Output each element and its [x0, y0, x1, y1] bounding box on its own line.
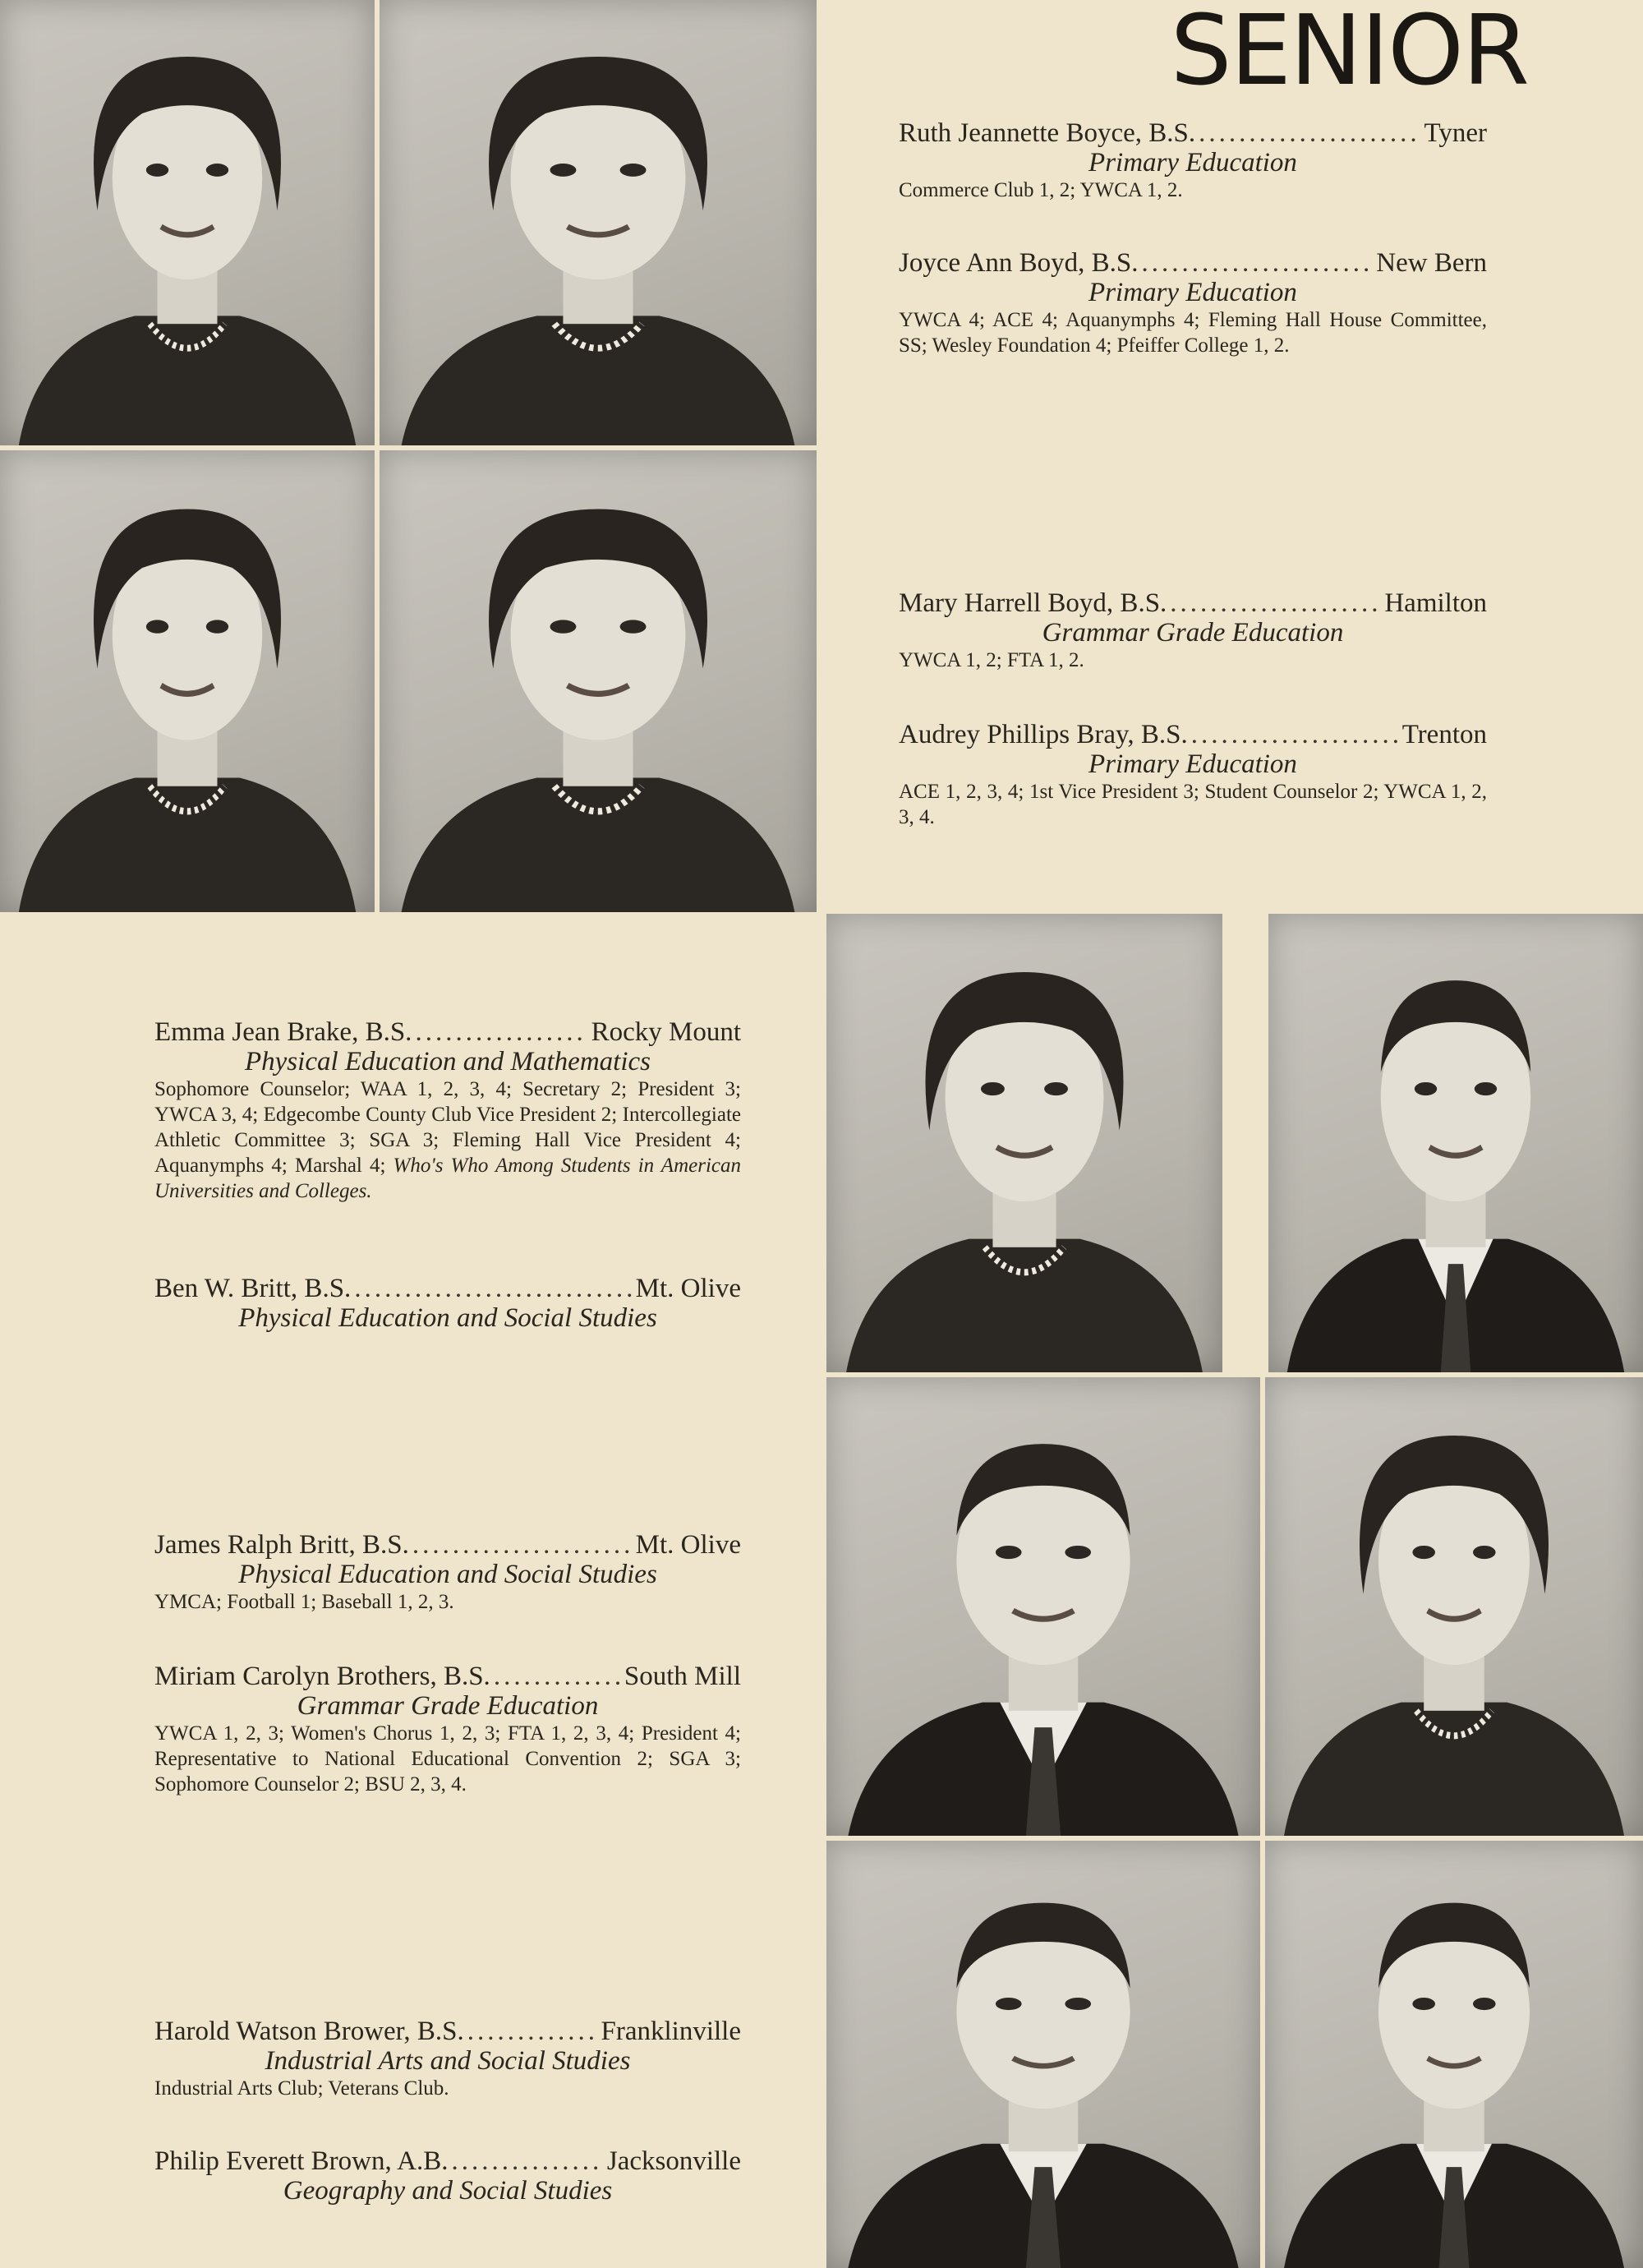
senior-activities: YWCA 1, 2; FTA 1, 2.	[899, 649, 1084, 671]
hometown: Hamilton	[1384, 588, 1487, 618]
eye	[1412, 1546, 1435, 1559]
senior-major: Grammar Grade Education	[1042, 618, 1344, 648]
honors-text: Who's Who Among Students in American Universities and Colleges.	[154, 1155, 741, 1202]
eye	[996, 1998, 1022, 2010]
eye	[981, 1082, 1005, 1095]
eye	[1415, 1082, 1437, 1095]
eye	[1473, 1546, 1496, 1559]
senior-major: Grammar Grade Education	[297, 1691, 599, 1721]
senior-major: Physical Education and Social Studies	[238, 1303, 657, 1333]
senior-major: Industrial Arts and Social Studies	[265, 2046, 631, 2076]
leader-dots	[415, 1017, 587, 1047]
portrait-silhouette	[826, 1841, 1260, 2268]
senior-name: Audrey Phillips Bray, B.S.	[899, 720, 1188, 749]
portrait-photo-james-britt	[826, 1377, 1260, 1836]
hometown: Mt. Olive	[635, 1274, 741, 1303]
senior-entry	[154, 1017, 741, 1204]
hometown: Tyner	[1424, 118, 1487, 148]
hometown: Jacksonville	[606, 2146, 741, 2176]
portrait-photo-joyce-boyd	[380, 0, 817, 445]
leader-dots	[1170, 588, 1381, 618]
shoulders	[846, 1239, 1203, 1372]
senior-name: Ruth Jeannette Boyce, B.S.	[899, 118, 1196, 148]
senior-entry	[154, 2146, 741, 2206]
senior-major: Geography and Social Studies	[283, 2176, 613, 2206]
portrait-photo-miriam-brothers	[1265, 1377, 1643, 1836]
senior-major: Primary Education	[1088, 278, 1297, 307]
senior-major: Physical Education and Social Studies	[238, 1560, 657, 1589]
portrait-silhouette	[0, 450, 375, 912]
leader-dots	[1191, 720, 1399, 749]
eye	[620, 620, 647, 633]
shoulders	[402, 778, 795, 912]
leader-dots	[354, 1274, 632, 1303]
leader-dots	[452, 2146, 604, 2176]
hometown: Mt. Olive	[635, 1530, 741, 1560]
eye	[550, 620, 576, 633]
eye	[1065, 1998, 1091, 2010]
senior-name: Ben W. Britt, B.S.	[154, 1274, 352, 1303]
senior-activities: Industrial Arts Club; Veterans Club.	[154, 2077, 449, 2100]
eye	[1473, 1998, 1496, 2010]
senior-major: Primary Education	[1088, 148, 1297, 177]
hometown: New Bern	[1376, 248, 1487, 278]
eye	[146, 620, 168, 633]
eye	[206, 620, 228, 633]
senior-entry	[899, 720, 1487, 830]
senior-name: Joyce Ann Boyd, B.S.	[899, 248, 1139, 278]
senior-entry	[154, 1530, 741, 1615]
senior-activities: YMCA; Football 1; Baseball 1, 2, 3.	[154, 1591, 454, 1613]
shoulders	[19, 316, 356, 445]
portrait-silhouette	[380, 0, 817, 445]
eye	[996, 1546, 1022, 1559]
page-heading: SENIOR	[1170, 0, 1528, 107]
shoulders	[19, 778, 356, 912]
eye	[550, 164, 576, 177]
portrait-photo-harold-brower	[826, 1841, 1260, 2268]
portrait-silhouette	[826, 1377, 1260, 1836]
leader-dots	[412, 1530, 633, 1560]
senior-activities: ACE 1, 2, 3, 4; 1st Vice President 3; Student Counselor 2; YWCA 1, 2, 3, 4.	[899, 781, 1487, 828]
hometown: South Mill	[624, 1662, 741, 1691]
hometown: Rocky Mount	[591, 1017, 741, 1047]
portrait-silhouette	[0, 0, 375, 445]
eye	[146, 164, 168, 177]
senior-major: Physical Education and Mathematics	[245, 1047, 651, 1076]
portrait-silhouette	[1268, 914, 1643, 1372]
senior-activities: YWCA 4; ACE 4; Aquanymphs 4; Fleming Hall House Committee, SS; Wesley Foundation 4; Pfeiffer College 1, 2.	[899, 309, 1487, 357]
hometown: Franklinville	[601, 2017, 741, 2046]
eye	[620, 164, 647, 177]
portrait-silhouette	[1265, 1841, 1643, 2268]
senior-entry	[154, 2017, 741, 2101]
senior-name: Harold Watson Brower, B.S.	[154, 2017, 464, 2046]
eye	[1065, 1546, 1091, 1559]
senior-activities: Commerce Club 1, 2; YWCA 1, 2.	[899, 179, 1183, 201]
eye	[206, 164, 228, 177]
eye	[1044, 1082, 1068, 1095]
senior-activities	[154, 1076, 741, 1204]
senior-name: James Ralph Britt, B.S.	[154, 1530, 409, 1560]
senior-name: Miriam Carolyn Brothers, B.S.	[154, 1662, 490, 1691]
portrait-photo-mary-boyd	[0, 450, 375, 912]
senior-entry	[899, 248, 1487, 358]
portrait-photo-ruth-boyce	[0, 0, 375, 445]
eye	[1475, 1082, 1497, 1095]
leader-dots	[1142, 248, 1374, 278]
activities-text: Sophomore Counselor; WAA 1, 2, 3, 4; Secretary 2; President 3; YWCA 3, 4; Edgecombe County Club Vice President 2; Intercollegiate Athletic Committee 3; SGA 3; Fleming Hall Vice President 4; Aquanymphs 4; Marshal 4;	[154, 1078, 741, 1177]
leader-dots	[1199, 118, 1420, 148]
shoulders	[402, 316, 795, 445]
senior-entry	[899, 588, 1487, 673]
portrait-silhouette	[1265, 1377, 1643, 1836]
senior-activities: YWCA 1, 2, 3; Women's Chorus 1, 2, 3; FTA 1, 2, 3, 4; President 4; Representative to National Educational Convention 2; SGA 3; Sophomore Counselor 2; BSU 2, 3, 4.	[154, 1722, 741, 1796]
portrait-silhouette	[826, 914, 1222, 1372]
portrait-photo-audrey-bray	[380, 450, 817, 912]
senior-entry	[154, 1274, 741, 1333]
senior-entry	[154, 1662, 741, 1797]
hometown: Trenton	[1401, 720, 1487, 749]
portrait-silhouette	[380, 450, 817, 912]
senior-name: Philip Everett Brown, A.B.	[154, 2146, 449, 2176]
eye	[1412, 1998, 1435, 2010]
senior-major: Primary Education	[1088, 749, 1297, 779]
senior-name: Emma Jean Brake, B.S.	[154, 1017, 412, 1047]
senior-entry	[899, 118, 1487, 203]
leader-dots	[494, 1662, 621, 1691]
portrait-photo-ben-britt	[1268, 914, 1643, 1372]
leader-dots	[467, 2017, 598, 2046]
portrait-photo-philip-brown	[1265, 1841, 1643, 2268]
senior-name: Mary Harrell Boyd, B.S.	[899, 588, 1167, 618]
portrait-photo-emma-brake	[826, 914, 1222, 1372]
shoulders	[1284, 1703, 1624, 1836]
